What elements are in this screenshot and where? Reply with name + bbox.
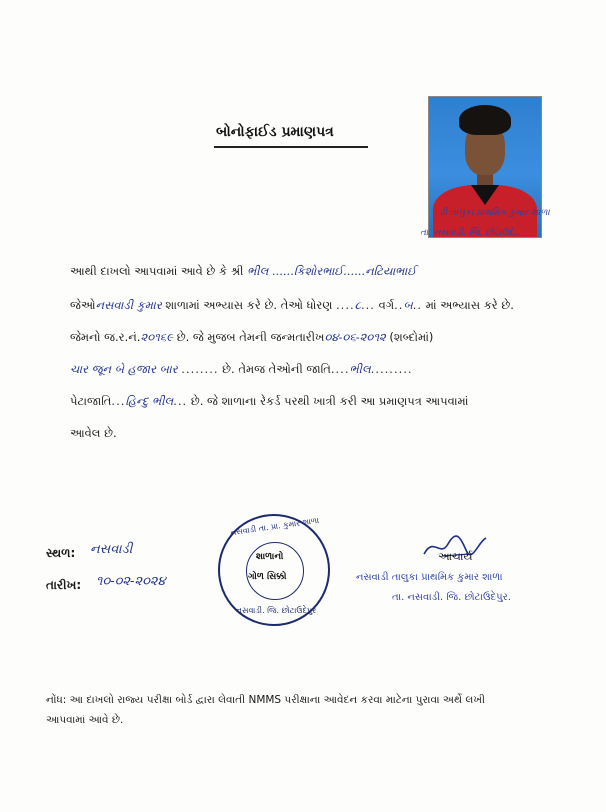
dob-words: ચાર જૂન બે હજાર બાર [70,362,178,376]
school-seal [218,514,330,626]
body-line-2: જેઓનસવાડી કુમાર શાળામાં અભ્યાસ કરે છે. તેઓ ધોરણ ....૮... વર્ગ..બ.. માં અભ્યાસ કરે છે. [70,298,514,312]
place-label: સ્થળ: [46,546,76,560]
body-line-4: ચાર જૂન બે હજાર બાર ........ છે. તેમજ તેઓની જાતિ....ભીલ......... [70,362,413,376]
student-name: ભીલ ......કિશોરભાઈ......નટિયાભાઈ [247,264,417,278]
line2-suffix: માં અભ્યાસ કરે છે. [425,298,514,312]
line5-prefix: પેટાજાતિ [70,394,112,408]
note-block [46,690,485,730]
date-value: ૧૦-૦૨-૨૦૨૪ [96,574,166,589]
line4-mid: છે. તેમજ તેઓની જાતિ [222,362,331,376]
dob-value: ૦૪-૦૬-૨૦૧૨ [324,330,386,344]
division-value: બ [403,298,413,312]
body-line-5: પેટાજાતિ...હિન્દુ ભીલ... છે. જે શાળાના રેકર્ડ પરથી ખાત્રી કરી આ પ્રમાણપત્ર આપવામાં [70,394,469,408]
subcaste-value: હિન્દુ ભીલ [125,394,174,408]
place-value: નસવાડી [90,542,133,557]
seal-ring-top: નસવાડી તા. પ્રા. કુમાર શાળા [229,515,320,538]
seal-center-line1: શાળાનો [256,552,284,562]
line2-prefix: જેઓ [70,298,96,312]
line3-mid: છે. જે મુજબ તેમની જન્મતારીખ [176,330,325,344]
principal-school: નસવાડી તાલુકા પ્રાથમિક કુમાર શાળા [356,572,503,583]
photo-stamp-line1: ઢી તાલુકા પ્રાથમિક કુમાર શાળા [440,208,550,218]
seal-center-line2: ગોળ સિક્કો [248,572,287,582]
body-line-1 [70,264,416,279]
caste-value: ભીલ [349,362,371,376]
date-label: તારીખ: [46,578,82,592]
note-line1: નોંધ: આ દાખલો રાજ્ય પરીક્ષા બોર્ડ દ્વારા લેવાતી NMMS પરીક્ષાના આવેદન કરવા માટેના પુરાવા અર્થે લખી [46,694,485,706]
photo-stamp-line2: તા. નસવાડી. જિ. છોટાઉદે.. [420,228,520,238]
line5-suffix: છે. જે શાળાના રેકર્ડ પરથી ખાત્રી કરી આ પ્રમાણપત્ર આપવામાં [190,394,469,408]
line3-suffix: (શબ્દોમાં) [389,330,434,344]
body-line-3 [70,330,433,345]
title-underline [214,146,368,148]
certificate-title: બોનોફાઈડ પ્રમાણપત્ર [216,124,334,140]
principal-title: આચાર્ય [438,550,473,563]
principal-address: તા. નસવાડી. જિ. છોટાઉદેપુર. [392,592,511,603]
gr-number: ૨૦૧૬૯ [140,330,174,344]
line2-mid: શાળામાં અભ્યાસ કરે છે. તેઓ ધોરણ [165,298,333,312]
note-line2: આપવામાં આવે છે. [46,714,124,726]
class-label: વર્ગ [378,298,395,312]
line1-prefix: આથી દાખલો આપવામાં આવે છે કે શ્રી [70,264,244,278]
standard-value: ૮ [354,298,361,312]
school-name: નસવાડી કુમાર [95,298,162,312]
seal-ring-bottom: નસવાડી. જિ. છોટાઉદેપુર [236,606,317,615]
body-line-6: આવેલ છે. [70,426,117,440]
line3-prefix: જેમનો જ.ર.નં. [70,330,141,344]
